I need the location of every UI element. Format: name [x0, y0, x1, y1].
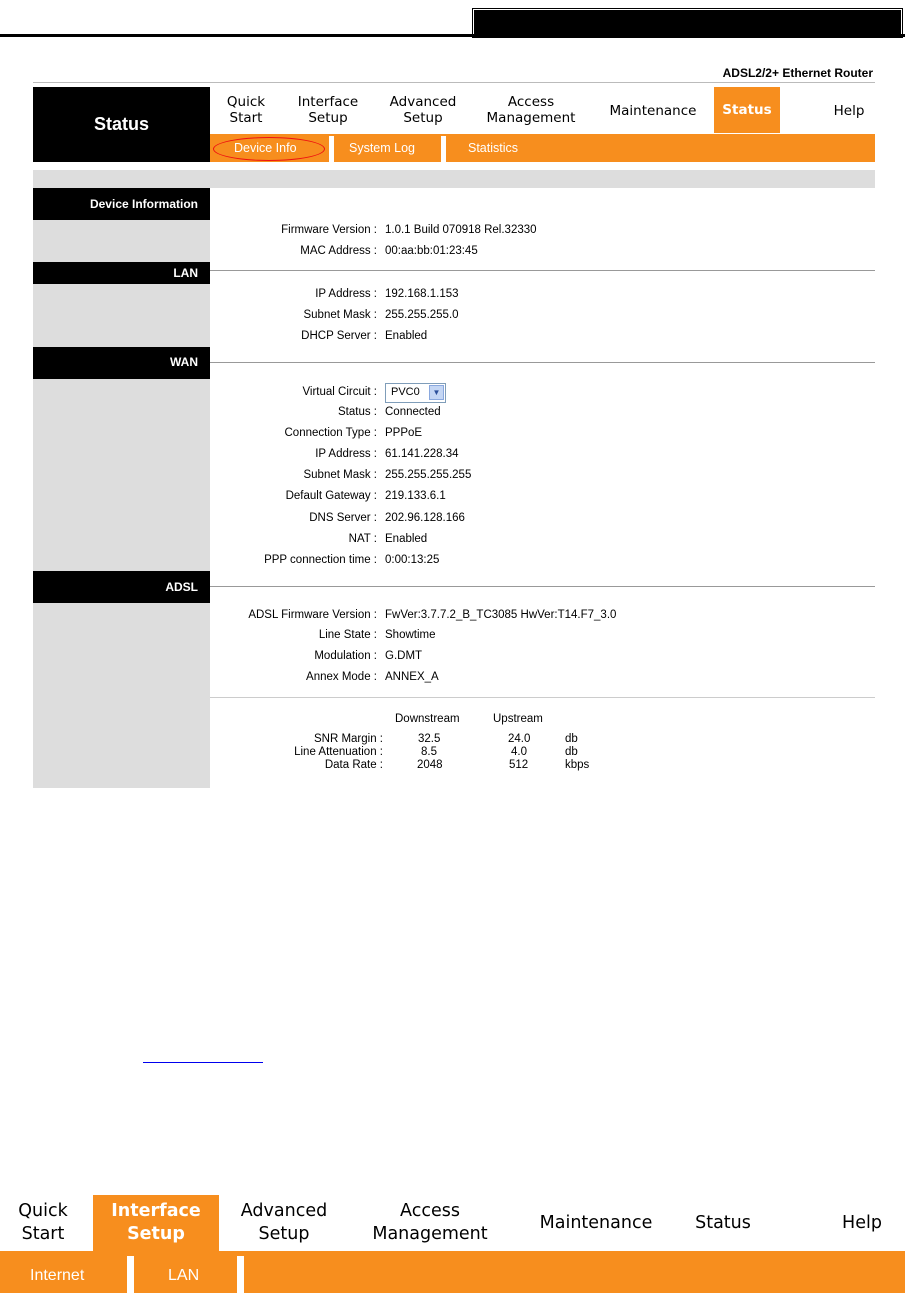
bottom-nav-quick-start[interactable]	[8, 1200, 78, 1246]
nav-label: Help	[833, 103, 865, 119]
nav-label: Access	[400, 1201, 460, 1221]
adsl-fw-value: FwVer:3.7.7.2_B_TC3085 HwVer:T14.F7_3.0	[385, 609, 617, 621]
nav-label: Status	[722, 102, 772, 118]
subnav-separator	[329, 136, 334, 162]
line-state-value: Showtime	[385, 629, 436, 641]
chevron-down-icon[interactable]: ▼	[429, 385, 444, 400]
bottom-subnav-separator	[127, 1256, 134, 1293]
nav-label: Access	[507, 94, 555, 110]
nav-access-management[interactable]	[478, 94, 584, 126]
nav-label: Quick	[226, 94, 266, 110]
nav-quick-start[interactable]	[216, 94, 276, 126]
adsl-fw-label: ADSL Firmware Version :	[248, 609, 377, 621]
nav-label: Advanced	[240, 1201, 328, 1221]
lan-ip-value: 192.168.1.153	[385, 288, 459, 300]
bottom-subnav-internet[interactable]: Internet	[30, 1267, 85, 1284]
modulation-value: G.DMT	[385, 650, 423, 662]
ppp-time-value: 0:00:13:25	[385, 554, 440, 566]
line-state-label: Line State :	[318, 629, 377, 641]
gateway-label: Default Gateway :	[285, 490, 377, 502]
nav-label: Start	[21, 1224, 65, 1244]
conn-type-label: Connection Type :	[284, 427, 377, 439]
nav-label: Management	[486, 110, 576, 126]
nav-label: Interface	[111, 1201, 201, 1221]
table-cell-down: 2048	[417, 759, 443, 771]
nav-label: Start	[229, 110, 263, 126]
section-device-information: Device Information	[33, 188, 210, 220]
wan-ip-label: IP Address :	[315, 448, 377, 460]
section-lan: LAN	[33, 262, 210, 284]
bottom-nav-help[interactable]	[832, 1212, 892, 1235]
bottom-nav-advanced-setup[interactable]	[228, 1200, 340, 1246]
nav-label: Help	[842, 1213, 882, 1233]
bottom-nav-status[interactable]	[686, 1212, 760, 1235]
nav-label: Status	[695, 1213, 751, 1233]
nav-label: Maintenance	[609, 103, 697, 119]
mac-value: 00:aa:bb:01:23:45	[385, 245, 478, 257]
firmware-label: Firmware Version :	[281, 224, 377, 236]
lan-mask-label: Subnet Mask :	[303, 309, 377, 321]
wan-ip-value: 61.141.228.34	[385, 448, 459, 460]
nat-value: Enabled	[385, 533, 428, 545]
dns-label: DNS Server :	[309, 512, 377, 524]
product-name: ADSL2/2+ Ethernet Router	[722, 66, 873, 80]
bottom-subnav-separator	[237, 1256, 244, 1293]
table-cell-up: 24.0	[508, 733, 531, 745]
nat-label: NAT :	[348, 533, 377, 545]
nav-status[interactable]	[714, 87, 780, 133]
gateway-value: 219.133.6.1	[385, 490, 446, 502]
spacer-bar	[33, 170, 875, 188]
table-row-label: Data Rate :	[324, 759, 383, 771]
wan-status-value: Connected	[385, 406, 441, 418]
hyperlink-underline[interactable]	[143, 1062, 263, 1063]
page-title: Status	[33, 87, 210, 162]
table-cell-up: 512	[509, 759, 529, 771]
table-cell-unit: kbps	[565, 759, 590, 771]
dhcp-label: DHCP Server :	[301, 330, 377, 342]
col-downstream: Downstream	[395, 713, 460, 725]
nav-label: Advanced	[389, 94, 457, 110]
section-divider	[210, 270, 875, 271]
section-adsl: ADSL	[33, 571, 210, 603]
table-cell-up: 4.0	[511, 746, 527, 758]
bottom-nav-interface-setup[interactable]	[93, 1200, 219, 1246]
subnav-device-info[interactable]: Device Info	[234, 141, 297, 155]
nav-advanced-setup[interactable]	[382, 94, 464, 126]
highlight-circle	[213, 137, 325, 161]
subnav-statistics[interactable]: Statistics	[468, 141, 519, 155]
table-cell-unit: db	[565, 733, 578, 745]
lan-ip-label: IP Address :	[315, 288, 377, 300]
section-wan: WAN	[33, 347, 210, 379]
nav-label: Setup	[403, 110, 443, 126]
table-divider	[210, 697, 875, 698]
wan-mask-label: Subnet Mask :	[303, 469, 377, 481]
vc-label: Virtual Circuit :	[302, 386, 377, 398]
nav-label: Setup	[308, 110, 348, 126]
table-cell-down: 32.5	[418, 733, 441, 745]
bottom-nav-access-management[interactable]	[360, 1200, 500, 1246]
wan-mask-value: 255.255.255.255	[385, 469, 472, 481]
nav-label: Setup	[258, 1224, 310, 1244]
virtual-circuit-value: PVC0	[391, 386, 420, 398]
annex-value: ANNEX_A	[385, 671, 439, 683]
annex-label: Annex Mode :	[306, 671, 377, 683]
bottom-sub-nav-bar	[0, 1251, 905, 1293]
bottom-nav-maintenance[interactable]	[528, 1212, 664, 1235]
section-divider	[210, 362, 875, 363]
nav-label: Management	[372, 1224, 488, 1244]
conn-type-value: PPPoE	[385, 427, 423, 439]
table-cell-unit: db	[565, 746, 578, 758]
table-cell-down: 8.5	[421, 746, 437, 758]
lan-mask-value: 255.255.255.0	[385, 309, 459, 321]
nav-label: Quick	[18, 1201, 68, 1221]
nav-label: Setup	[127, 1224, 185, 1244]
virtual-circuit-select[interactable]	[385, 383, 446, 403]
mac-label: MAC Address :	[300, 245, 377, 257]
bottom-subnav-lan[interactable]: LAN	[168, 1267, 200, 1284]
nav-label: Maintenance	[539, 1213, 653, 1233]
nav-interface-setup[interactable]	[288, 94, 368, 126]
col-upstream: Upstream	[493, 713, 543, 725]
nav-help[interactable]	[826, 103, 872, 119]
section-divider	[210, 586, 875, 587]
ppp-time-label: PPP connection time :	[264, 554, 377, 566]
table-row-label: Line Attenuation :	[294, 746, 383, 758]
subnav-system-log[interactable]: System Log	[349, 141, 416, 155]
document-header-rule	[0, 34, 905, 37]
dhcp-value: Enabled	[385, 330, 428, 342]
nav-label: Interface	[297, 94, 359, 110]
header-divider	[33, 82, 875, 83]
dns-value: 202.96.128.166	[385, 512, 465, 524]
subnav-separator	[441, 136, 446, 162]
wan-status-label: Status :	[338, 406, 377, 418]
document-header-box	[473, 9, 902, 37]
nav-maintenance[interactable]	[602, 103, 704, 119]
table-row-label: SNR Margin :	[313, 733, 383, 745]
modulation-label: Modulation :	[314, 650, 377, 662]
firmware-value: 1.0.1 Build 070918 Rel.32330	[385, 224, 537, 236]
